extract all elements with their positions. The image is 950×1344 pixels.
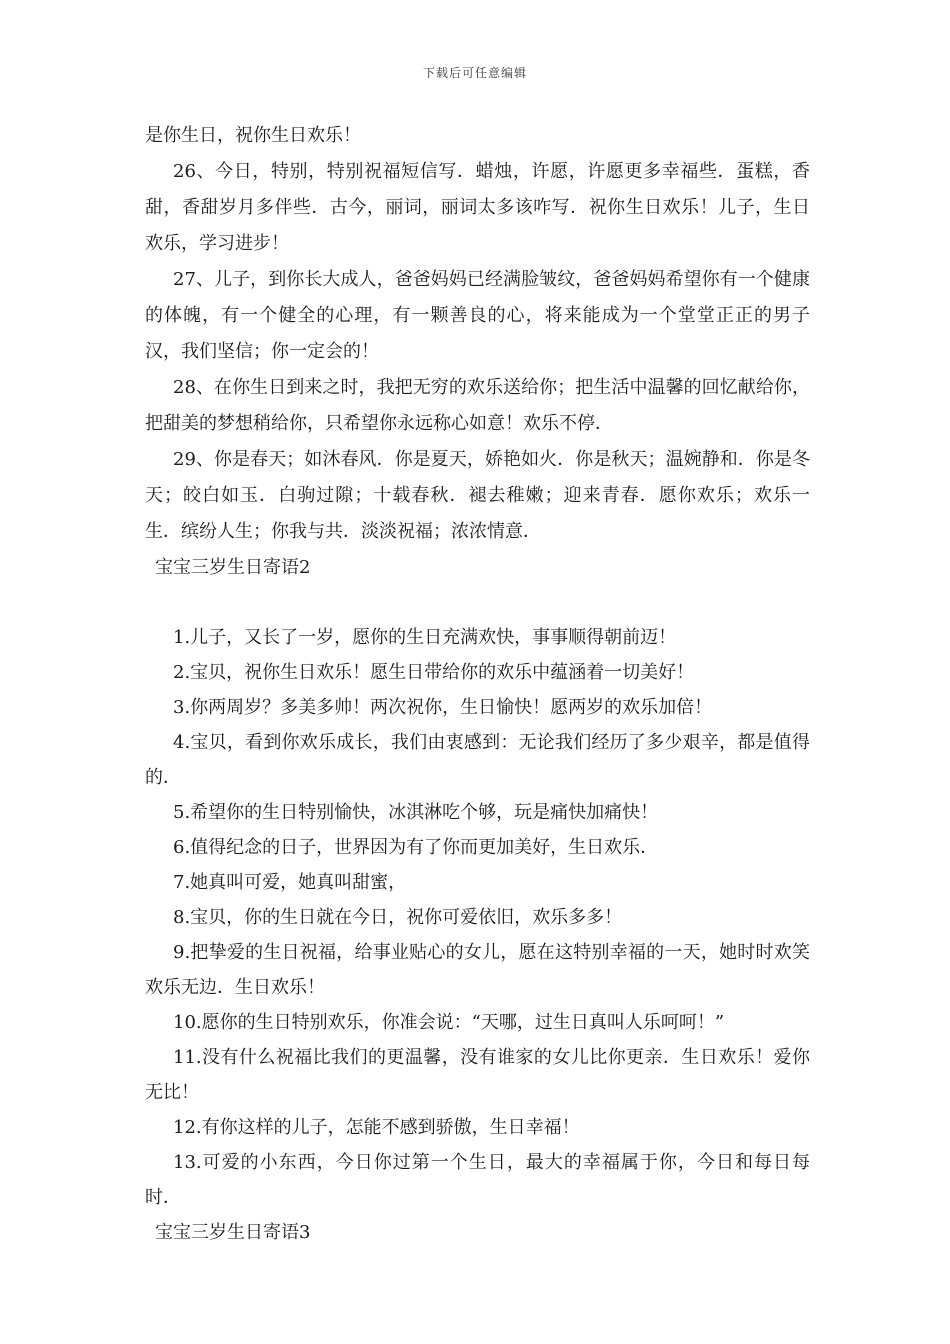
list-item-5: 5.希望你的生日特别愉快，冰淇淋吃个够，玩是痛快加痛快！: [173, 802, 659, 823]
page-header: 下载后可任意编辑: [422, 66, 527, 80]
document-body: [145, 118, 810, 1251]
list-item-12: 12.有你这样的儿子，怎能不感到骄傲，生日幸福！: [173, 1117, 580, 1138]
paragraph-item-28: 28、在你生日到来之时，我把无穷的欢乐送给你；把生活中温馨的回忆献给你，把甜美的梦想稍给你，只希望你永远称心如意！欢乐不停．: [145, 377, 810, 434]
list-item-10: 10.愿你的生日特别欢乐，你准会说：“天哪，过生日真叫人乐呵呵！”: [173, 1012, 725, 1033]
section-title-3: 宝宝三岁生日寄语3: [155, 1222, 311, 1243]
list-item-1: 1.儿子，又长了一岁，愿你的生日充满欢快，事事顺得朝前迈！: [173, 627, 677, 648]
section-spacer: [145, 586, 810, 620]
list-item-2: 2.宝贝，祝你生日欢乐！愿生日带给你的欢乐中蕴涵着一切美好！: [173, 662, 695, 683]
list-item-11: 11.没有什么祝福比我们的更温馨，没有谁家的女儿比你更亲．生日欢乐！爱你无比！: [145, 1047, 810, 1103]
list-item-9: 9.把挚爱的生日祝福，给事业贴心的女儿，愿在这特别幸福的一天，她时时欢笑欢乐无边．生日欢乐！: [145, 942, 810, 998]
list-item-4: 4.宝贝，看到你欢乐成长，我们由衷感到：无论我们经历了多少艰辛，都是值得的．: [145, 732, 810, 788]
list-item-13: 13.可爱的小东西，今日你过第一个生日，最大的幸福属于你，今日和每日每时．: [145, 1152, 810, 1208]
list-item-8: 8.宝贝，你的生日就在今日，祝你可爱依旧，欢乐多多！: [173, 907, 623, 928]
paragraph-item-27: 27、儿子，到你长大成人，爸爸妈妈已经满脸皱纹，爸爸妈妈希望你有一个健康的体魄，有一个健全的心理，有一颗善良的心，将来能成为一个堂堂正正的男子汉，我们坚信；你一定会的！: [145, 269, 810, 362]
list-item-7: 7.她真叫可爱，她真叫甜蜜，: [173, 872, 407, 893]
paragraph-item-29: 29、你是春天；如沐春风．你是夏天，娇艳如火．你是秋天；温婉静和．你是冬天；皎白如玉．白驹过隙；十载春秋．褪去稚嫩；迎来青春．愿你欢乐；欢乐一生．缤纷人生；你我与共．淡淡祝福；浓浓情意．: [145, 449, 810, 542]
list-item-3: 3.你两周岁？多美多帅！两次祝你，生日愉快！愿两岁的欢乐加倍！: [173, 697, 713, 718]
paragraph-lead: 是你生日，祝你生日欢乐！: [145, 125, 361, 146]
list-item-6: 6.值得纪念的日子，世界因为有了你而更加美好，生日欢乐．: [173, 837, 659, 858]
paragraph-item-26: 26、今日，特别，特别祝福短信写．蜡烛，许愿，许愿更多幸福些．蛋糕，香甜，香甜岁月多伴些．古今，丽词，丽词太多该咋写．祝你生日欢乐！儿子，生日欢乐，学习进步！: [145, 161, 810, 254]
section-title-2: 宝宝三岁生日寄语2: [155, 557, 311, 578]
